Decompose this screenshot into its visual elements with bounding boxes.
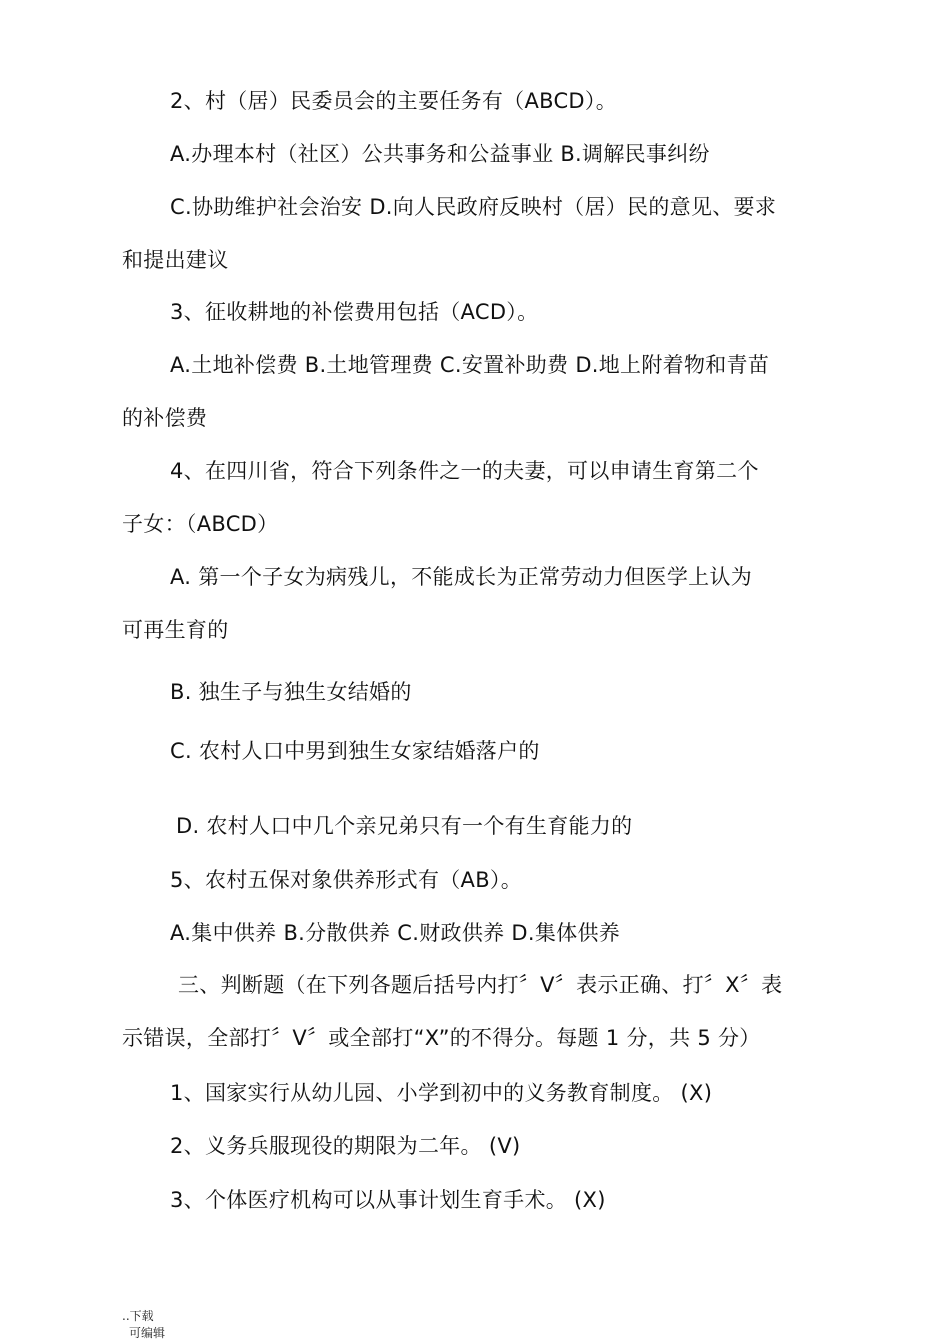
question-4-option-a: A. 第一个子女为病残儿，不能成长为正常劳动力但医学上认为	[170, 565, 753, 589]
question-3-stem: 3、征收耕地的补偿费用包括（ACD）。	[170, 300, 539, 324]
section-3-heading-cont: 示错误，全部打〞V〞或全部打“X”的不得分。每题 1 分，共 5 分）	[122, 1026, 761, 1050]
question-4-option-c: C. 农村人口中男到独生女家结婚落户的	[170, 739, 540, 763]
question-3-options-cont: 的补偿费	[122, 406, 208, 430]
question-4-option-d: D. 农村人口中几个亲兄弟只有一个有生育能力的	[176, 814, 633, 838]
question-4-option-a-cont: 可再生育的	[122, 618, 229, 642]
judgement-3: 3、个体医疗机构可以从事计划生育手术。 (X)	[170, 1188, 606, 1212]
question-4-stem-cont: 子女：（ABCD）	[122, 512, 279, 536]
section-3-heading: 三、判断题（在下列各题后括号内打〞V〞表示正确、打〞X〞表	[178, 973, 783, 997]
footer-editable-note: 可编辑	[129, 1326, 166, 1340]
question-5-options: A.集中供养 B.分散供养 C.财政供养 D.集体供养	[170, 921, 621, 945]
question-2-options-ab: A.办理本村（社区）公共事务和公益事业 B.调解民事纠纷	[170, 142, 710, 166]
question-4-option-b: B. 独生子与独生女结婚的	[170, 680, 412, 704]
question-3-options: A.土地补偿费 B.土地管理费 C.安置补助费 D.地上附着物和青苗	[170, 353, 770, 377]
judgement-2: 2、义务兵服现役的期限为二年。 (V)	[170, 1134, 521, 1158]
question-2-options-cont: 和提出建议	[122, 248, 229, 272]
question-2-options-cd: C.协助维护社会治安 D.向人民政府反映村（居）民的意见、要求	[170, 195, 777, 219]
question-4-stem: 4、在四川省，符合下列条件之一的夫妻，可以申请生育第二个	[170, 459, 759, 483]
footer-download-note: ..下载	[122, 1309, 154, 1323]
judgement-1: 1、国家实行从幼儿园、小学到初中的义务教育制度。 (X)	[170, 1081, 713, 1105]
question-5-stem: 5、农村五保对象供养形式有（AB）。	[170, 868, 523, 892]
question-2-stem: 2、村（居）民委员会的主要任务有（ABCD）。	[170, 89, 617, 113]
